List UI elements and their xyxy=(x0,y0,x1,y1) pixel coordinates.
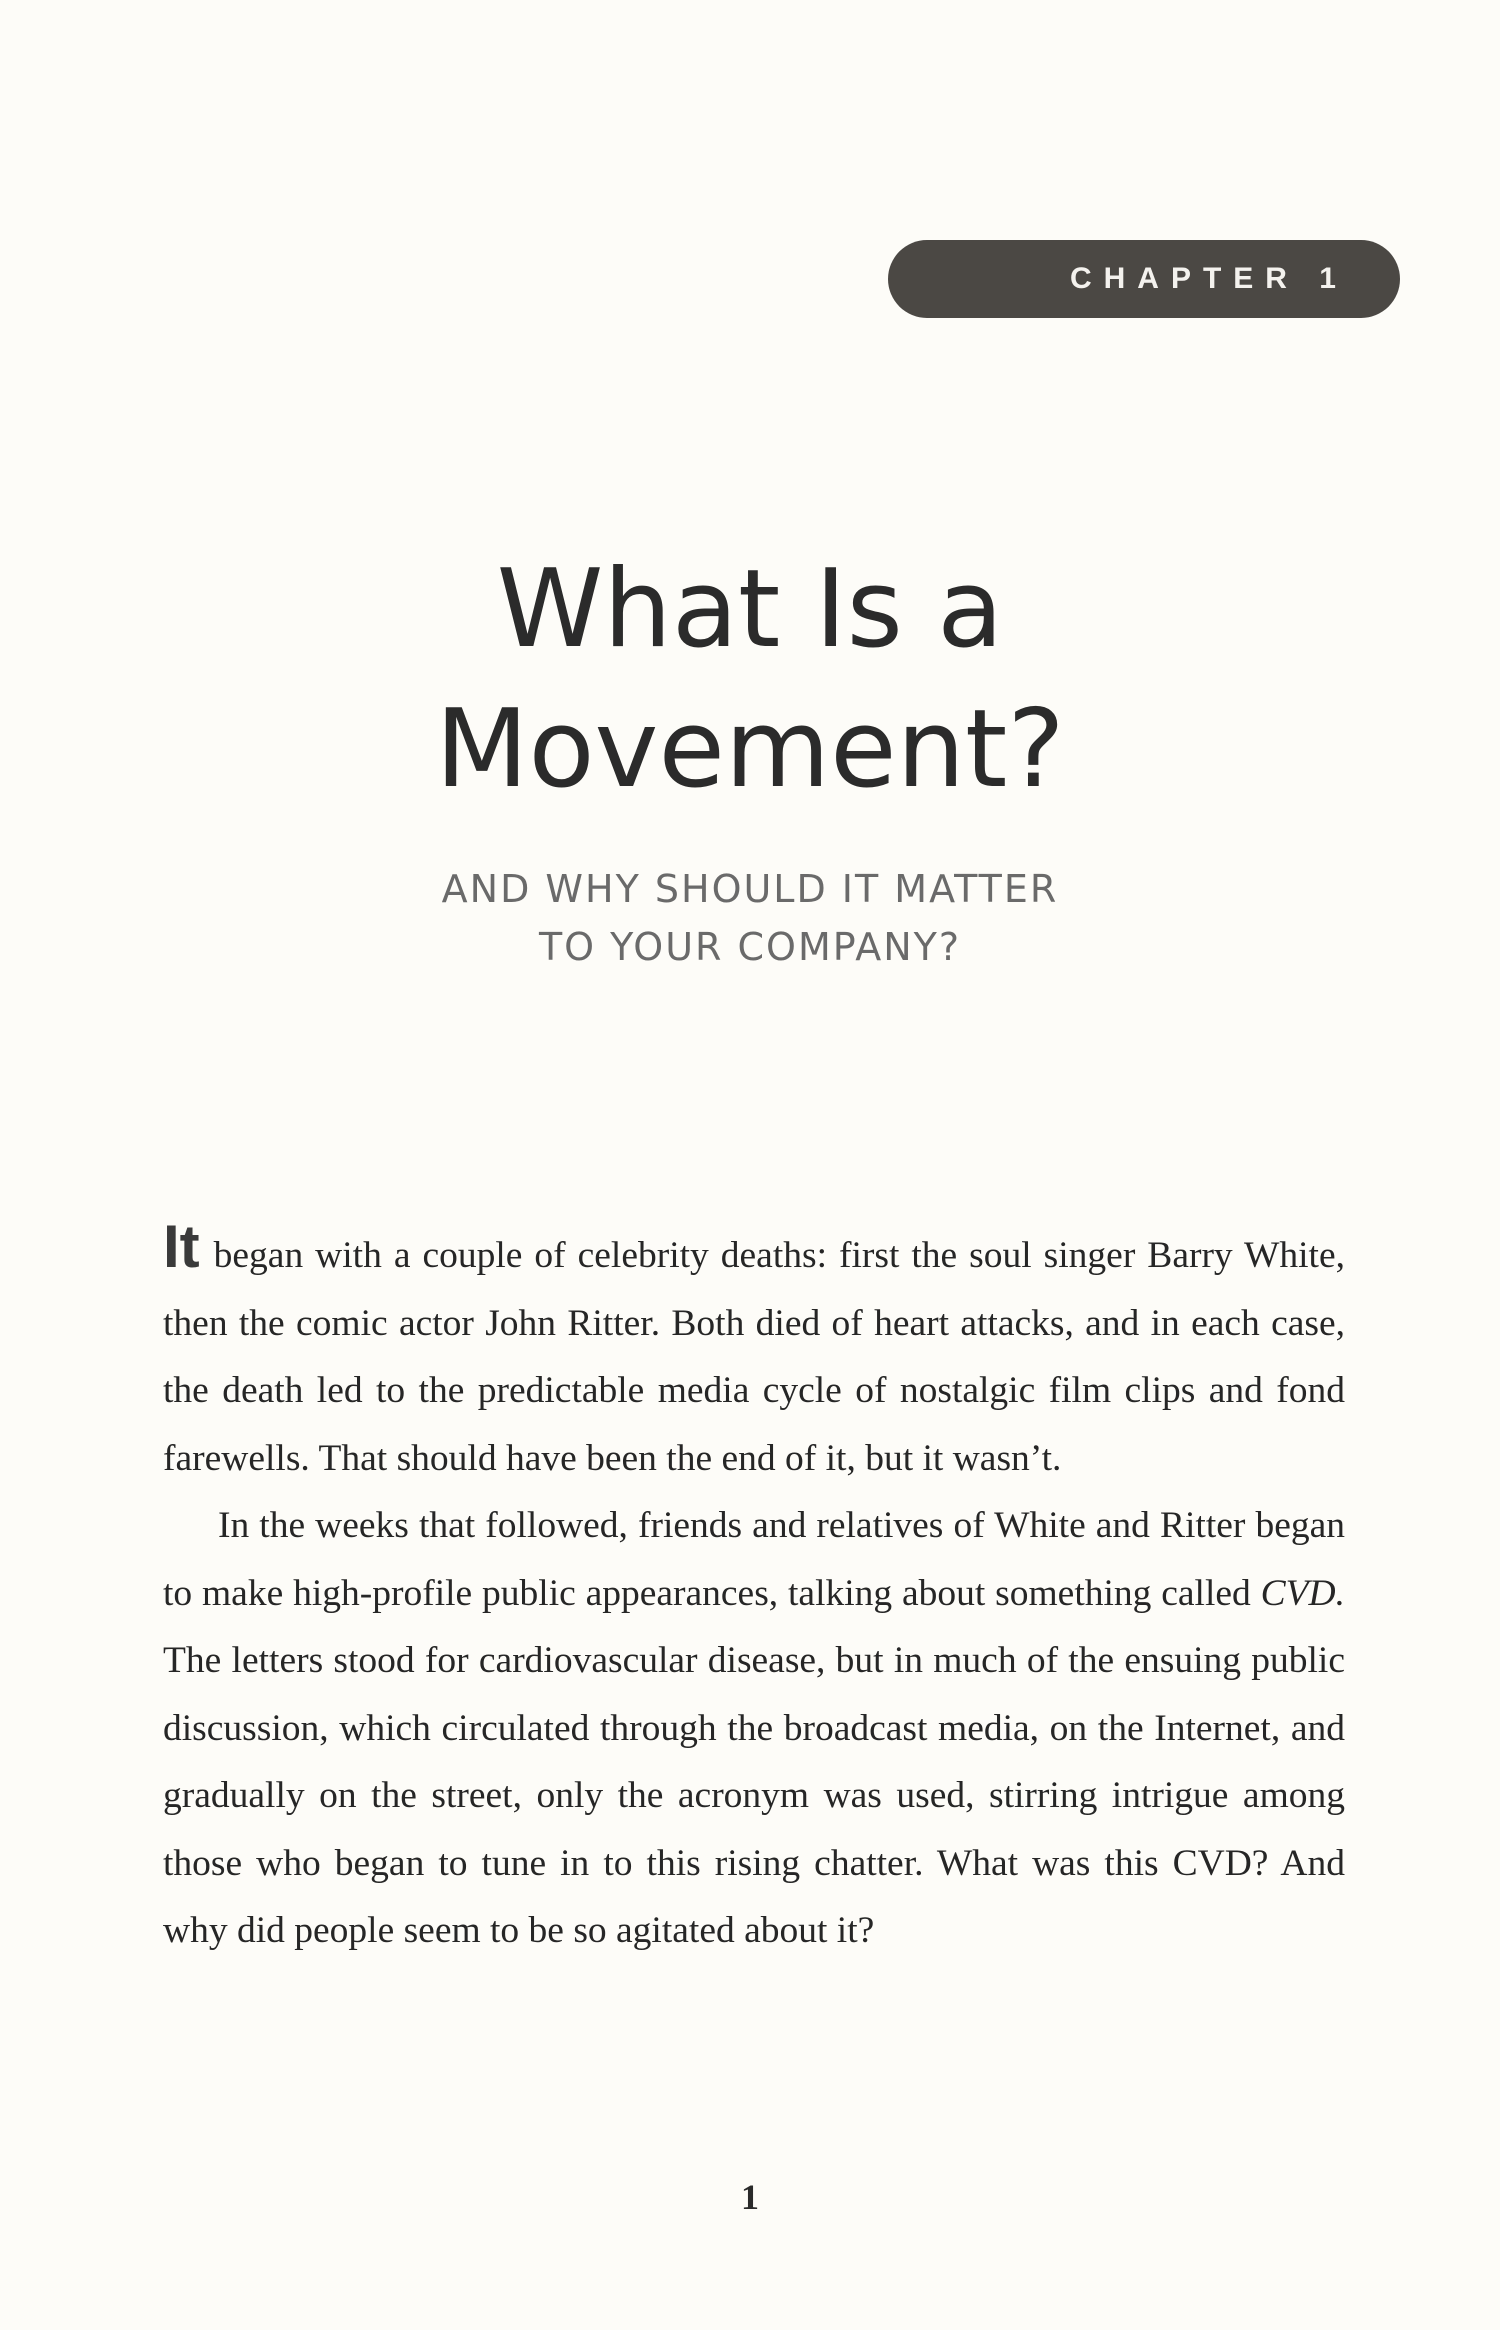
chapter-subtitle-line-1: AND WHY SHOULD IT MATTER xyxy=(441,867,1059,911)
chapter-title-line-2: Movement? xyxy=(435,687,1065,812)
paragraph-2-text-before: In the weeks that followed, friends and relatives of White and Ritter began to make high-profile public appearances, talking about something called xyxy=(163,1505,1345,1614)
chapter-label: CHAPTER 1 xyxy=(1069,262,1348,295)
body-text xyxy=(163,1213,1345,1965)
paragraph-2 xyxy=(163,1492,1345,1965)
drop-cap: It xyxy=(163,1213,200,1280)
chapter-subtitle-line-2: TO YOUR COMPANY? xyxy=(538,925,962,969)
paragraph-1 xyxy=(163,1213,1345,1492)
chapter-title xyxy=(0,540,1500,820)
paragraph-1-text: began with a couple of celebrity deaths: first the soul singer Barry White, then the comic actor John Ritter. Both died of heart attacks, and in each case, the death led to the predictable media cycle of nostalgic film clips and fond farewells. That should have been the end of it, but it wasn’t. xyxy=(163,1235,1345,1479)
chapter-label-tab xyxy=(888,240,1400,318)
chapter-title-line-1: What Is a xyxy=(496,547,1004,672)
page-number: 1 xyxy=(741,2177,759,2217)
paragraph-2-italic-term: CVD. xyxy=(1260,1572,1345,1614)
chapter-subtitle xyxy=(0,860,1500,976)
paragraph-2-text-after: The letters stood for cardiovascular disease, but in much of the ensuing public discussion, which circulated through the broadcast media, on the Internet, and gradually on the street, only the acronym was used, stirring intrigue among those who began to tune in to this rising chatter. What was this CVD? And why did people seem to be so agitated about it? xyxy=(163,1640,1345,1951)
